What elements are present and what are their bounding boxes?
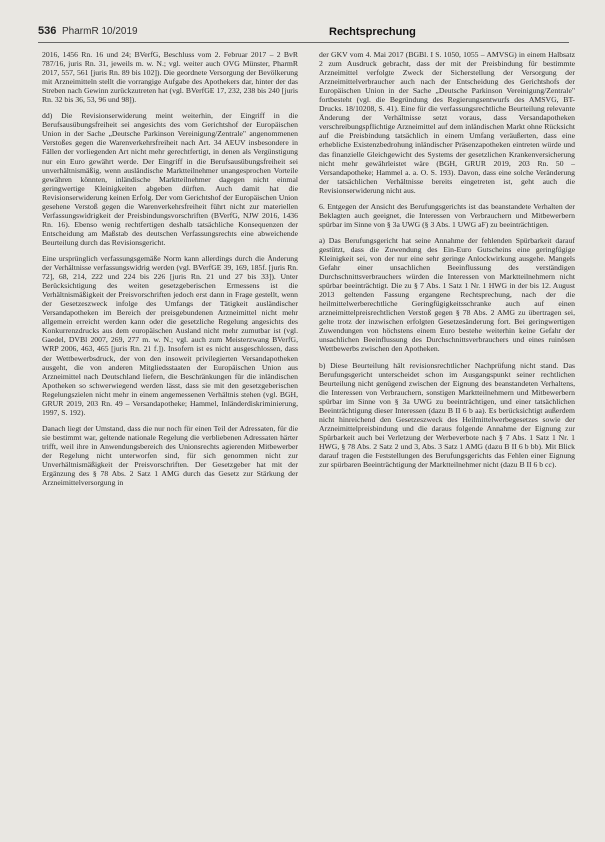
paragraph: dd) Die Revisionserwiderung meint weiterhin, der Eingriff in die Berufsausübungsfreiheit sei angesichts des vom Gerichtshof der Europäischen Union in der Sache „Deutsche Parkinson Vereinigung/Zentrale" angenommenen Verstoßes gegen die Warenverkehrsfreiheit nach Art. 34 AEUV insbesondere in Fällen der vorliegenden Art nicht mehr gerechtfertigt, in denen als Vergünstigung nur ein Euro gewährt werde. Der Eingriff in die Berufsausübungsfreiheit sei unverhältnismäßig, wenn ausländische Marktteilnehmer unangesprochen Vorteile gewähren könnten, inländische Marktteilnehmer dagegen nicht einmal geringwertige Kleinigkeiten abgeben dürften. Auch damit hat die Revisionserwiderung keinen Erfolg. Der vom Gerichtshof der Europäischen Union gesehene Verstoß gegen die Warenverkehrsfreiheit führt nicht zur materiellen Verfassungswidrigkeit der Preisbindungsvorschriften (BVerfG, NJW 2016, 1436 Rn. 16). Ebenso wenig rechtfertigen deshalb tatsächliche Konsequenzen der Entscheidung am Maßstab des deutschen Verfassungsrechts eine abweichende Beurteilung durch das Revisionsgericht. [42, 111, 298, 247]
page-header [38, 24, 569, 43]
paragraph: 2016, 1456 Rn. 16 und 24; BVerfG, Beschluss vom 2. Februar 2017 – 2 BvR 787/16, juris Rn. 31, jeweils m. w. N.; vgl. weiter auch OVG Münster, PharmR 2017, 557, 561 [juris Rn. 89 bis 102]). Die geordnete Versorgung der Bevölkerung mit Arzneimitteln stellt die vorrangige Aufgabe des Apothekers dar, hinter der das Streben nach Gewinn zurückzutreten hat (vgl. BVerfGE 17, 232, 238 bis 240 [juris Rn. 32 bis 36, 53, 96 und 98]). [42, 50, 298, 105]
paragraph: Danach liegt der Umstand, dass die nur noch für einen Teil der Adressaten, für die sie bestimmt war, geltende nationale Regelung die verbliebenen Adressaten härter trifft, weil ihre in Anwendungsbereich des Unionsrechts agierenden Mitbewerber der Regelung nicht unterworfen sind, für sich genommen nicht zur Unverhältnismäßigkeit der Preisvorschriften. Der Gesetzgeber hat mit der Ergänzung des § 78 Abs. 2 Satz 1 AMG durch das Gesetz zur Stärkung der Arzneimittelversorgung in [42, 423, 298, 488]
left-column [42, 50, 298, 494]
paragraph: b) Diese Beurteilung hält revisionsrechtlicher Nachprüfung nicht stand. Das Berufungsgericht unterscheidet schon im Ausgangspunkt seiner rechtlichen Beurteilung nicht genügend zwischen der Eignung des beanstandeten Verhaltens, die Interessen von Verbrauchern, sonstigen Marktteilnehmern und Mitbewerbern spürbar im Sinne von § 3a UWG zu beeinträchtigen, und einer tatsächlichen Beeinträchtigung dieser Interessen (dazu B II 6 b aa). Es berücksichtigt außerdem nicht hinreichend den Gesetzeszweck des Heilmittelwerbegesetzes sowie der Arzneimittelpreisbindung und die daraus folgende Annahme der Eignung zur Spürbarkeit auch bei Verletzung der Werbeverbote nach § 7 Abs. 1 Satz 1 Nr. 1 HWG, § 78 Abs. 2 Satz 2 und 3, Abs. 3 Satz 1 AMG (dazu B II 6 b bb). Mit Blick darauf tragen die Feststellungen des Berufungsgerichts das Fehlen einer Eignung zur spürbaren Beeinträchtigung der Marktteilnehmer nicht (dazu B II 6 b cc). [319, 360, 575, 470]
paragraph: der GKV vom 4. Mai 2017 (BGBl. I S. 1050, 1055 – AMVSG) in einem Halbsatz 2 zum Ausdruck gebracht, dass der mit der Preisbindung für bestimmte Arzneimittel verfolgte Zweck der Sicherstellung der Versorgung der Arzneimittelverbraucher auch nach der Entscheidung des Gerichtshofs der Europäischen Union in der Sache „Deutsche Parkinson Vereinigung/Zentrale" fortbesteht (vgl. die Begründung des Regierungsentwurfs des AMSVG, BT-Drucks. 18/10208, S. 41). Eine für die verfassungsrechtliche Beurteilung relevante Änderung der Verhältnisse setzt voraus, dass Versandapotheken verschreibungspflichtige Arzneimittel auf dem inländischen Markt ohne Rücksicht auf die Preisbindung tatsächlich in einem Umfang veräußerten, dass eine erhebliche Existenzbedrohung inländischer Präsenzapotheken eintreten würde und das finanzielle Gleichgewicht des Systems der gesetzlichen Krankenversicherung nicht mehr gewährleistet wäre (BGH, GRUR 2019, 203 Rn. 50 – Versandapotheke; Hammel a. a. O. S. 193). Davon, dass eine solche Veränderung der tatsächlichen Verhältnisse bereits eingetreten ist, geht auch die Revisionserwiderung nicht aus. [319, 50, 575, 195]
paragraph: Eine ursprünglich verfassungsgemäße Norm kann allerdings durch die Änderung der Verhältnisse verfassungswidrig werden (vgl. BVerfGE 39, 169, 185f. [juris Rn. 72], 68, 214, 222 und 224 bis 226 [juris Rn. 21 und 27 bis 33]). Unter Berücksichtigung des weiten gesetzgeberischen Ermessens ist die Verhältnismäßigkeit der Preisvorschriften jedoch erst dann in Frage gestellt, wenn der Gesetzeszweck infolge des Umfangs der Tätigkeit ausländischer Versandapotheken im Bereich der preisgebundenen Arzneimittel nicht mehr allgemein erreicht werden kann oder die gesetzliche Regelung angesichts des Konkurrenzdrucks aus dem europäischen Ausland nicht mehr zumutbar ist (vgl. Gaedel, DVBl 2007, 269, 277 m. w. N.; vgl. auch zum Meisterzwang BVerfG, WRP 2006, 463, 465 [juris Rn. 21 f.]). Insofern ist es nicht ausgeschlossen, dass der Wettbewerbsdruck, der von den insoweit privilegierten Versandapotheken ausgeht, die von anderen Mitgliedsstaaten der Europäischen Union aus Arzneimittel nach Deutschland liefern, die Beschränkungen für die inländischen Apotheken so schwerwiegend werden lässt, dass sie mit den gesetzgeberischen Regelungszielen nicht mehr in einem angemessenen Verhältnis stehen (vgl. BGH, GRUR 2019, 203 Rn. 49 – Versandapotheke; Hammel, Inländerdiskriminierung, 1997, S. 192). [42, 253, 298, 417]
section-title: Rechtsprechung [329, 26, 416, 38]
paragraph: a) Das Berufungsgericht hat seine Annahme der fehlenden Spürbarkeit darauf gestützt, dass die Zuwendung des Ein-Euro Gutscheins eine geringfügige Kleinigkeit sei, von der nur eine sehr geringe Anlockwirkung ausgehe. Mangels Gefahr einer unsachlichen Beeinflussung des verständigen Durchschnittsverbrauchers würden die Interessen von Marktteilnehmern nicht spürbar beeinträchtigt. Die zu § 7 Abs. 1 Satz 1 Nr. 1 HWG in der bis 12. August 2013 geltenden Fassung ergangene Rechtsprechung, nach der die heilmittelwerberechtliche Geringfügigkeitsschranke auch auf einen arzneimittelpreisrechtlichen Verstoß gegen § 78 Abs. 2 AMG zu übertragen sei, gelte trotz der inzwischen erfolgten Gesetzesänderung fort. Bei geringwertigen Zuwendungen von höchstens einem Euro bestehe weiterhin keine Gefahr der unsachlichen Beeinflussung des Durchschnittsverbrauchers und eines ruinösen Wettbewerbs zwischen den Apotheken. [319, 235, 575, 354]
page-number: 536 [38, 25, 57, 37]
paragraph: 6. Entgegen der Ansicht des Berufungsgerichts ist das beanstandete Verhalten der Beklagten auch geeignet, die Interessen von Verbrauchern und Mitbewerbern spürbar im Sinne von § 3a UWG (§ 3 Abs. 1 UWG aF) zu beeinträchtigen. [319, 201, 575, 229]
right-column [319, 50, 575, 476]
journal-citation: PharmR 10/2019 [62, 26, 138, 37]
